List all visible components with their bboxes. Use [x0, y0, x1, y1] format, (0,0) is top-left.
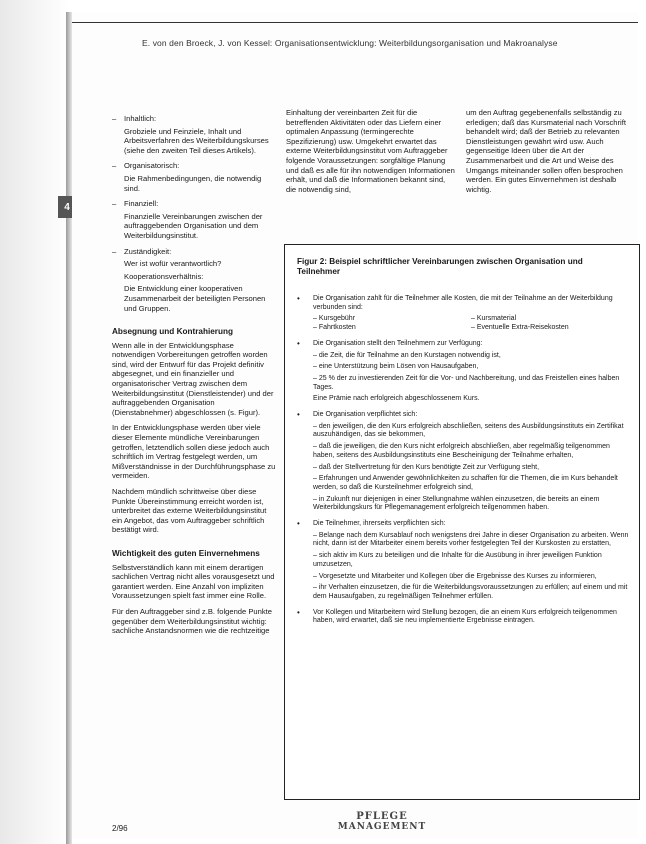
journal-logo: PFLEGE MANAGEMENT	[337, 811, 427, 832]
figure-item-text: Die Organisation verpflichtet sich:	[313, 411, 418, 419]
figure-subitem: – 25 % der zu investierenden Zeit für die Vor- und Nachbereitung, und das Freistellen eines halben Tages.	[313, 374, 620, 391]
chapter-marker: 4	[58, 196, 76, 218]
section-heading: Wichtigkeit des guten Einvernehmens	[112, 548, 260, 558]
figure-subitem: – sich aktiv im Kurs zu beteiligen und die Inhalte für die Ausübung in ihrer jeweiligen Funktion umzusetzen,	[313, 552, 602, 568]
paragraph: Wenn alle in der Entwicklungsphase notwendigen Vorbereitungen getroffen worden sind, wird der Entwurf für das Projekt definitiv abgesegnet, und ein finanzieller und organisatorischer Vertrag zwischen dem Weiterbildungsinstitut (Dienstleistender) und der auftraggebenden Organisation (Dienstabnehmer) abgeschlossen (s. Figur).	[112, 340, 274, 417]
figure-subitem: – in Zukunft nur diejenigen in einer Stellungnahme wählen einzusetzen, die bereits an einem Weiterbildungskurs für Pflegemanagement erfolgreich teilgenommen haben.	[313, 495, 600, 512]
list-item: – Organisatorisch:	[112, 161, 180, 171]
cost-item: – Kursmaterial	[471, 315, 517, 323]
figure-item-text: Die Teilnehmer, ihrerseits verpflichten sich:	[313, 520, 446, 528]
list-item: – Inhaltlich:	[112, 114, 157, 123]
figure-item-text: Vor Kollegen und Mitarbeitern wird Stellung bezogen, die an einem Kurs erfolgreich teilgenommen haben, wird erwartet, daß sie neu implementierte Ergebnisse eintragen.	[313, 608, 617, 625]
scan-edge	[0, 0, 70, 844]
running-header: E. von den Broeck, J. von Kessel: Organisationsentwicklung: Weiterbildungsorganisation und Makroanalyse	[142, 38, 558, 48]
document-page	[72, 12, 638, 838]
section-heading: Absegnung und Kontrahierung	[112, 327, 233, 337]
figure-item: • Die Organisation zahlt für die Teilnehmer alle Kosten, die mit der Teilnahme an der Weiterbildung verbunden sind: – Kursgebühr – Fahrtkosten – Kursmaterial – Eventuelle Extra-Reisekosten	[297, 295, 629, 333]
cost-item: – Fahrtkosten	[313, 324, 356, 332]
list-item-text: Kooperationsverhältnis:	[124, 271, 204, 281]
figure-list	[297, 295, 629, 633]
figure-item: • Vor Kollegen und Mitarbeitern wird Stellung bezogen, die an einem Kurs erfolgreich teilgenommen haben, wird erwartet, daß sie neu implementierte Ergebnisse eintragen.	[297, 609, 629, 626]
figure-item-text: Die Organisation stellt den Teilnehmern zur Verfügung:	[313, 339, 483, 347]
figure-subitem: – eine Unterstützung beim Lösen von Hausaufgaben,	[313, 363, 479, 371]
cost-item: – Kursgebühr	[313, 315, 356, 323]
middle-column	[286, 108, 456, 200]
header-rule	[72, 22, 638, 23]
figure-box	[284, 244, 640, 800]
list-item-text: Grobziele und Feinziele, Inhalt und Arbeitsverfahren des Weiterbildungskurses (siehe den zweiten Teil dieses Artikels).	[124, 126, 269, 155]
figure-title: Figur 2: Beispiel schriftlicher Vereinbarungen zwischen Organisation und Teilnehmer	[297, 257, 583, 276]
right-column	[466, 108, 632, 200]
left-column	[112, 108, 276, 642]
paragraph: Für den Auftraggeber sind z.B. folgende Punkte gegenüber dem Weiterbildungsinstitut wichtig: sachliche Anstandsnormen wie die rechtzeitige	[112, 606, 272, 636]
figure-subitem: – Erfahrungen und Anwender gewöhnlichkeiten zu schaffen für die Themen, die im Kurs behandelt werden, so daß die Kursteilnehmer erfolgreich sind,	[313, 475, 618, 491]
figure-subitem: – den jeweiligen, die den Kurs erfolgreich abschließen, seitens des Ausbildungsinstituts ein Zertifikat auszuhändigen, das sie bekommen,	[313, 422, 624, 439]
paragraph: Selbstverständlich kann mit einem derartigen sachlichen Vertrag nicht alles vorausgesetzt und garantiert werden. Eine Anzahl von impliziten Voraussetzungen spielt fast immer eine Rolle.	[112, 562, 275, 601]
figure-subitem: Eine Prämie nach erfolgreich abgeschlossenem Kurs.	[313, 395, 480, 403]
list-item: – Finanziell:	[112, 199, 159, 209]
figure-item: • Die Organisation stellt den Teilnehmern zur Verfügung: – die Zeit, die für Teilnahme an den Kurstagen notwendig ist, – eine Unterstützung beim Lösen von Hausaufgaben, – 25 % der zu investierenden Zeit für die Vor- und Nachbereitung, und das Freistellen eines halben Tages. Eine Prämie nach erfolgreich abgeschlossenem Kurs.	[297, 340, 629, 404]
cost-item: – Eventuelle Extra-Reisekosten	[471, 324, 569, 332]
list-item-text: Die Entwicklung einer kooperativen Zusammenarbeit der beteiligten Personen und Gruppen.	[124, 284, 266, 313]
figure-subitem: – Belange nach dem Kursablauf noch wenigstens drei Jahre in dieser Organisation zu arbeiten. Wenn nicht, dann ist der Mitarbeiter einem bereits vorher festgelegten Teil der Kurskosten zu erstatten,	[313, 531, 629, 548]
paragraph: Nachdem mündlich schrittweise über diese Punkte Übereinstimmung erreicht worden ist, unterbreitet das externe Weiterbildungsinstitut ein Angebot, das vom Auftraggeber schriftlich bestätigt wird.	[112, 487, 267, 535]
paragraph: In der Entwicklungsphase werden über viele dieser Elemente mündliche Vereinbarungen getroffen, letztendlich sollen diese jedoch auch schriftlich im Vertrag festgelegt werden, um Mißverständnisse in der Durchführungsphase zu vermeiden.	[112, 423, 276, 481]
figure-subitem: – daß der Stellvertretung für den Kurs benötigte Zeit zur Verfügung steht,	[313, 463, 540, 471]
figure-subitem: – Vorgesetzte und Mitarbeiter und Kollegen über die Ergebnisse des Kurses zu informieren,	[313, 572, 597, 580]
figure-item: • Die Teilnehmer, ihrerseits verpflichten sich: – Belange nach dem Kursablauf noch wenigstens drei Jahre in dieser Organisation zu arbeiten. Wenn nicht, dann ist der Mitarbeiter einem bereits vorher festgelegten Teil der Kurskosten zu erstatten, – sich aktiv im Kurs zu beteiligen und die Inhalte für die Ausübung in ihrer jeweiligen Funktion umzusetzen, – Vorgesetzte und Mitarbeiter und Kollegen über die Ergebnisse des Kurses zu informieren, – ihr Verhalten einzusetzen, die für die Weiterbildungsvoraussetzungen zu erfüllen; auf einem und mit dem Hausaufgaben, zu regelmäßigen Teilnehmer erfüllen.	[297, 519, 629, 600]
figure-subitem: – ihr Verhalten einzusetzen, die für die Weiterbildungsvoraussetzungen zu erfüllen; auf einem und mit dem Hausaufgaben, zu regelmäßigen Teilnehmer erfüllen.	[313, 584, 628, 600]
figure-item-text: Die Organisation zahlt für die Teilnehmer alle Kosten, die mit der Teilnahme an der Weiterbildung verbunden sind:	[313, 295, 613, 311]
paragraph: Einhaltung der vereinbarten Zeit für die betreffenden Aktivitäten oder das Liefern einer optimalen Anpassung (termingerechte Spezifizierung) usw. Umgekehrt erwartet das externe Weiterbildungsinstitut vom Auftraggeber folgende Voraussetzungen: sorgfältige Planung und daß es alle für ihn notwendigen Informationen erhält, und daß die Informationen bekannt sind, die notwendig sind,	[286, 108, 455, 194]
figure-subitem: – daß die jeweiligen, die den Kurs nicht erfolgreich abschließen, aber regelmäßig teilgenommen haben, seitens des Ausbildungsinstituts eine Bescheinigung der Teilnahme erhalten,	[313, 443, 610, 459]
list-item: – Zuständigkeit:	[112, 246, 172, 256]
paragraph: um den Auftrag gegebenenfalls selbständig zu erledigen; daß das Kursmaterial nach Vorschrift behandelt wird; daß der Betrieb zu relevanten Dienstleistungen gewährt wird usw. Auch gegenseitige Ideen über die Art der Zusammenarbeit und die Art und Weise des Umgangs miteinander sollen offen besprochen werden. Ein gutes Einvernehmen ist deshalb wichtig.	[466, 108, 626, 194]
list-item-text: Wer ist wofür verantwortlich?	[124, 259, 222, 269]
list-item-text: Die Rahmenbedingungen, die notwendig sind.	[124, 173, 262, 193]
figure-subitem: – die Zeit, die für Teilnahme an den Kurstagen notwendig ist,	[313, 351, 501, 359]
figure-item: • Die Organisation verpflichtet sich: – den jeweiligen, die den Kurs erfolgreich abschließen, seitens des Ausbildungsinstituts ein Zertifikat auszuhändigen, das sie bekommen, – daß die jeweiligen, die den Kurs nicht erfolgreich abschließen, aber regelmäßig teilgenommen haben, seitens des Ausbildungsinstituts eine Bescheinigung der Teilnahme erhalten, – daß der Stellvertretung für den Kurs benötigte Zeit zur Verfügung steht, – Erfahrungen und Anwender gewöhnlichkeiten zu schaffen für die Themen, die im Kurs behandelt werden, so daß die Kursteilnehmer erfolgreich sind, – in Zukunft nur diejenigen in einer Stellungnahme wählen einzusetzen, die bereits an einem Weiterbildungskurs für Pflegemanagement erfolgreich teilgenommen haben.	[297, 411, 629, 513]
list-item-text: Finanzielle Vereinbarungen zwischen der auftraggebenden Organisation und dem Weiterbildungsinstitut.	[124, 211, 263, 240]
page-number: 2/96	[112, 824, 128, 833]
